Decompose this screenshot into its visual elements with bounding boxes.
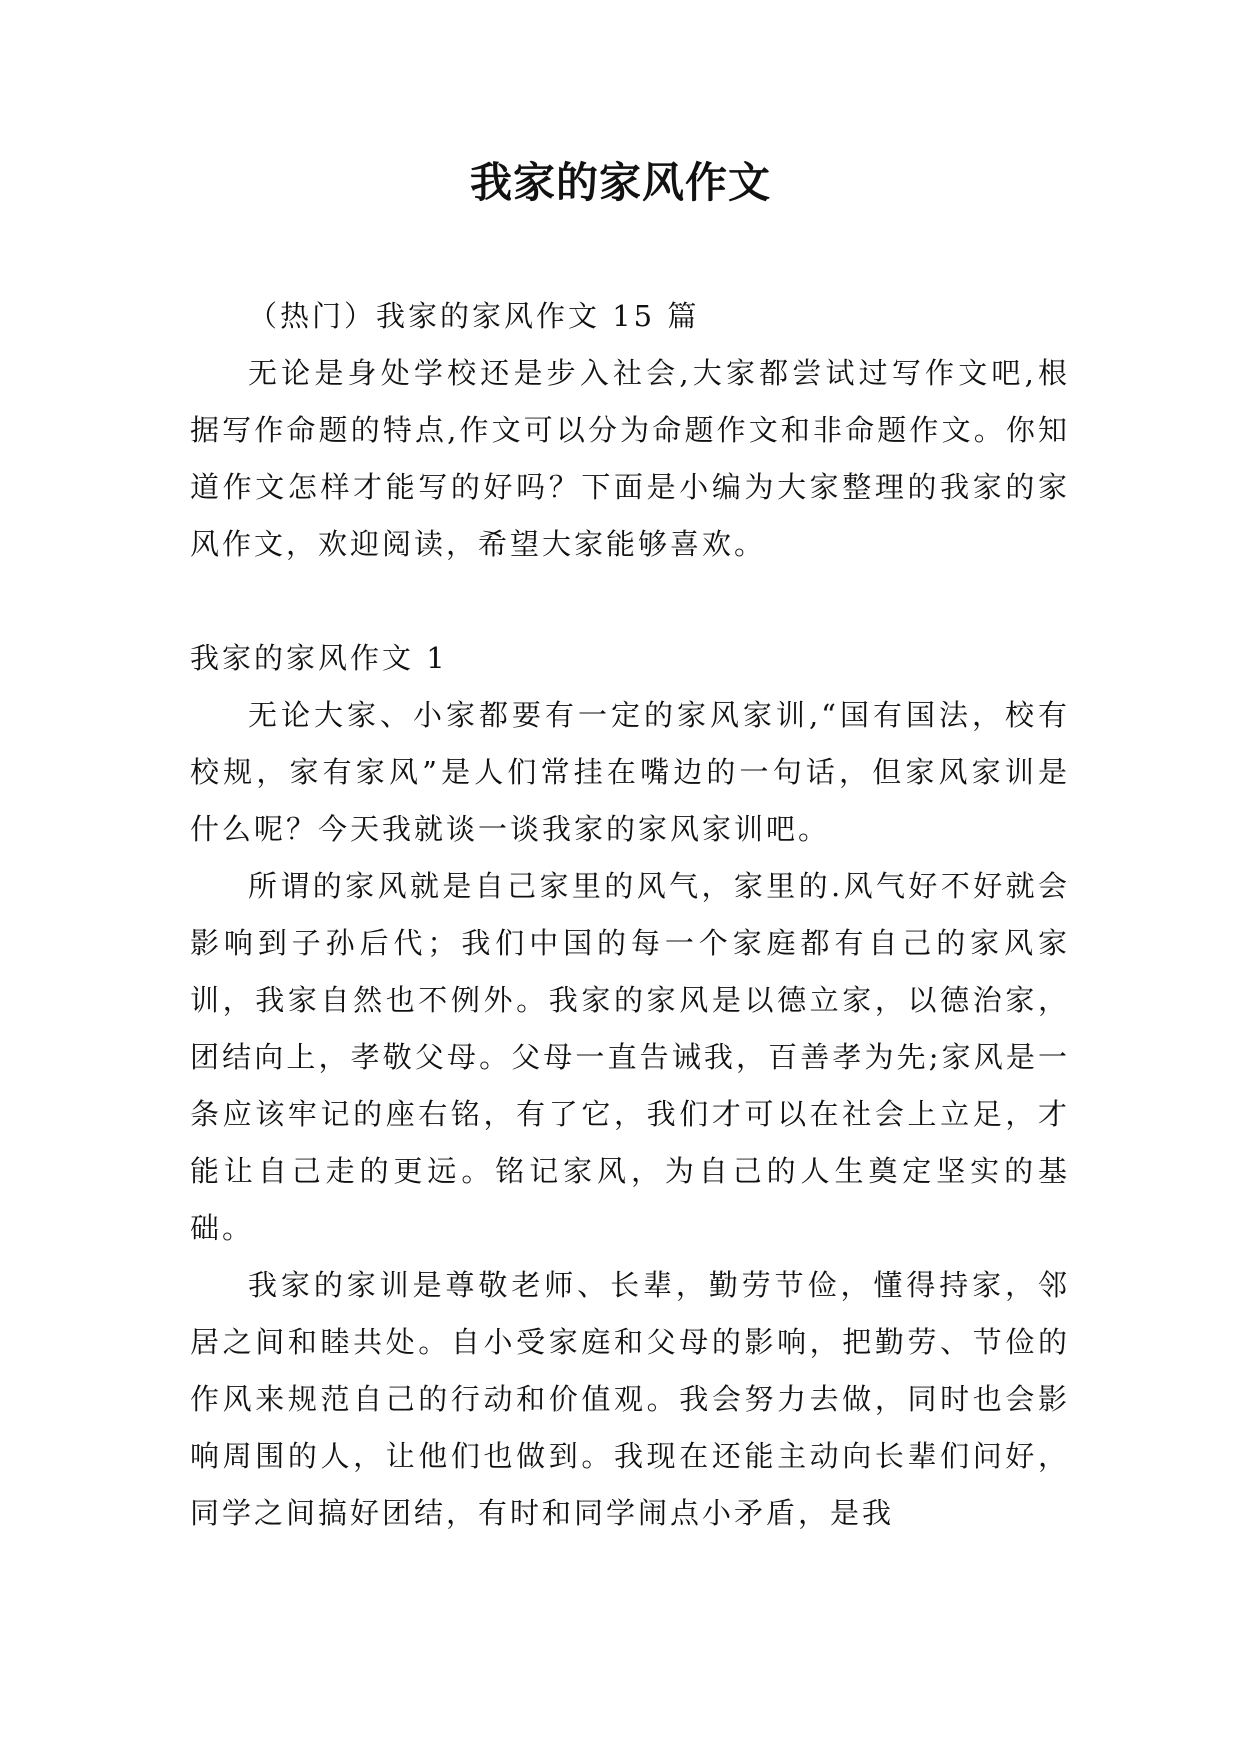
document-title: 我家的家风作文	[469, 158, 771, 207]
intro-paragraph: 无论是身处学校还是步入社会,大家都尝试过写作文吧,根据写作命题的特点,作文可以分为命题作文和非命题作文。你知道作文怎样才能写的好吗？下面是小编为大家整理的我家的家风作文，欢迎阅读，希望大家能够喜欢。	[190, 356, 1070, 561]
body-paragraph-2: 所谓的家风就是自己家里的风气，家里的.风气好不好就会影响到子孙后代；我们中国的每一个家庭都有自己的家风家训，我家自然也不例外。我家的家风是以德立家，以德治家，团结向上，孝敬父母。父母一直告诫我，百善孝为先;家风是一条应该牢记的座右铭，有了它，我们才可以在社会上立足，才能让自己走的更远。铭记家风，为自己的人生奠定坚实的基础。	[190, 869, 1070, 1245]
document-body	[190, 288, 1070, 1542]
section-title: 我家的家风作文 1	[190, 641, 448, 675]
body-paragraph-1: 无论大家、小家都要有一定的家风家训,“国有国法，校有校规，家有家风”是人们常挂在嘴边的一句话，但家风家训是什么呢？今天我就谈一谈我家的家风家训吧。	[190, 698, 1070, 846]
section-spacer	[190, 573, 1070, 630]
intro-heading: （热门）我家的家风作文 15 篇	[248, 299, 700, 333]
body-paragraph-3: 我家的家训是尊敬老师、长辈，勤劳节俭，懂得持家，邻居之间和睦共处。自小受家庭和父母的影响，把勤劳、节俭的作风来规范自己的行动和价值观。我会努力去做，同时也会影响周围的人，让他们也做到。我现在还能主动向长辈们问好，同学之间搞好团结，有时和同学闹点小矛盾，是我	[190, 1268, 1070, 1530]
